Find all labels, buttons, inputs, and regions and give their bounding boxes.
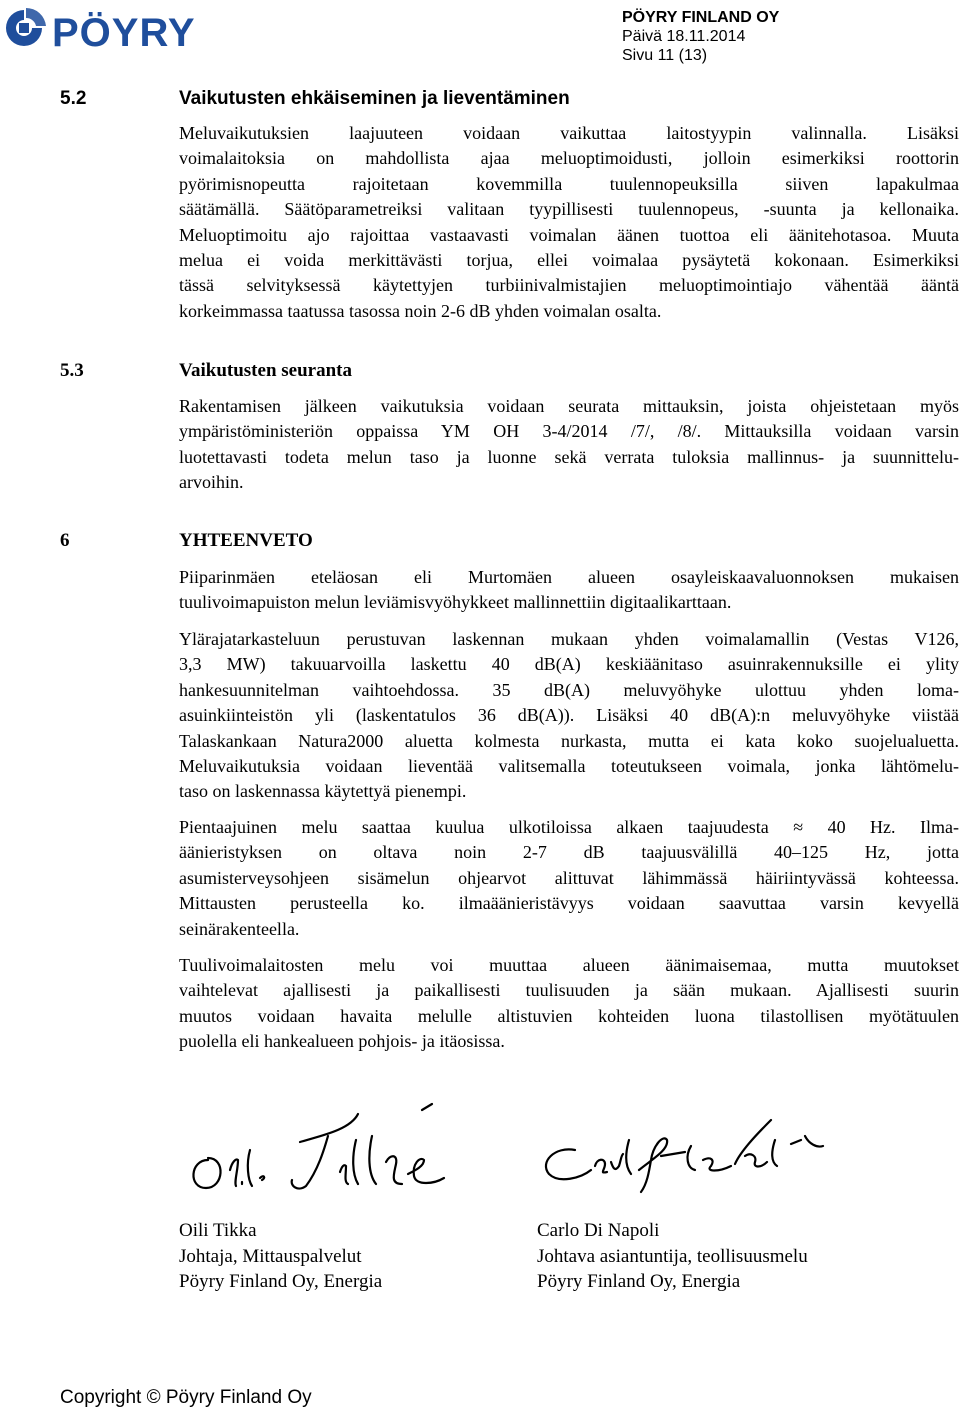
text-line: asuinkiinteistön yli (laskentatulos 36 dB(A)). Lisäksi 40 dB(A):n meluvyöhyke viistää [179,705,959,726]
text-line: Rakentamisen jälkeen vaikutuksia voidaan seurata mittauksin, joista ohjeistetaan myös [179,396,959,416]
text-line: Tuulivoimalaitosten melu voi muuttaa alueen äänimaisemaa, mutta muutokset [179,955,959,975]
text-line: Meluvaikutuksien laajuuteen voidaan vaikuttaa laitostyypin valinnalla. Lisäksi [179,123,959,143]
paragraph [179,121,959,324]
text-line: tässä selvityksessä käytettyjen turbiinivalmistajien meluoptimointiajo vähentää ääntä [179,275,959,296]
text-line: muutos voidaan havaita melulle altistuvien kohteiden luona tilastollisen myötätuulen [179,1005,959,1026]
signature-block [537,1218,808,1295]
paragraph [179,565,959,616]
text-line: Mittausten perusteella ko. ilmaäänieristävyys voidaan saavuttaa varsin kevyellä [179,893,959,914]
text-line: luotettavasti todeta melun taso ja luonne sekä verrata tuloksia mallinnus- ja suunnittelu- [179,446,959,467]
logo-wordmark: PÖYRY [52,11,196,54]
text-line: pyörimisnopeutta rajoitetaan kovemmilla tuulennopeuksilla siiven lapakulmaa [179,173,959,194]
text-line: vaihtelevat ajallisesti ja paikallisesti tuulisuuden ja sään mukaan. Ajallisesti suurin [179,980,959,1001]
text-line: seinärakenteella. [179,918,300,939]
text-line: taso on laskennassa käytettyä pienempi. [179,781,467,802]
section-title: YHTEENVETO [179,530,313,551]
header-company: PÖYRY FINLAND OY [622,9,780,26]
logo-emblem-icon [6,8,46,46]
text-line: Ylärajatarkasteluun perustuvan laskennan mukaan yhden voimalamallin (Vestas V126, [179,629,959,649]
signature-block [179,1218,382,1295]
text-line: Meluvaikutuksia voidaan lieventää valitsemalla toteutukseen voimala, jonka lähtömelu- [179,756,959,777]
section-number: 6 [60,530,70,551]
text-line: 3,3 MW) takuuarvoilla laskettu 40 dB(A) keskiäänitaso asuinrakennuksille ei ylity [179,654,959,675]
signer-name: Carlo Di Napoli [537,1220,660,1241]
text-line: äänieristyksen on oltava noin 2-7 dB taajuusvälillä 40–125 Hz, jotta [179,842,959,863]
text-line: korkeimmassa taatussa tasossa noin 2-6 dB yhden voimalan osalta. [179,300,662,321]
section-number: 5.2 [60,88,87,109]
signature-image [535,1100,835,1200]
signer-organization: Pöyry Finland Oy, Energia [179,1271,383,1292]
section-title: Vaikutusten ehkäiseminen ja lieventäminen [179,88,570,109]
signer-title: Johtava asiantuntija, teollisuusmelu [537,1245,808,1267]
header-date: Päivä 18.11.2014 [622,28,746,45]
paragraph [179,394,959,496]
text-line: Talaskankaan Natura2000 aluetta kolmesta nurkasta, mutta ei kata koko suojelualuetta. [179,730,959,751]
footer-copyright: Copyright © Pöyry Finland Oy [60,1387,312,1408]
text-line: säätämällä. Säätöparametreiksi valitaan tyypillisesti tuulennopeus, -suunta ja kellonaika. [179,199,959,220]
paragraph [179,627,959,805]
text-line: arvoihin. [179,472,244,493]
text-line: Piiparinmäen eteläosan eli Murtomäen alueen osayleiskaavaluonnoksen mukaisen [179,567,959,587]
text-line: Meluoptimoitu ajo rajoittaa vastaavasti voimalan äänen tuottoa eli äänitehotasoa. Muuta [179,224,959,245]
poyry-logo [2,4,247,54]
header-page-number: Sivu 11 (13) [622,47,708,64]
text-line: ympäristöministeriön oppaissa YM OH 3-4/2014 /7/, /8/. Mittauksilla voidaan varsin [179,421,959,442]
paragraph [179,953,959,1055]
text-line: puolella eli hankealueen pohjois- ja itäosissa. [179,1031,505,1052]
signer-organization: Pöyry Finland Oy, Energia [537,1271,741,1292]
text-line: Pientaajuinen melu saattaa kuulua ulkotiloissa alkaen taajuudesta ≈ 40 Hz. Ilma- [179,817,959,837]
text-line: asumisterveysohjeen sisämelun ohjearvot alittuvat lähimmässä häiriintyvässä kohteessa. [179,867,959,888]
signature-image [180,1100,470,1200]
text-line: hankesuunnitelman vaihtoehdossa. 35 dB(A) meluvyöhyke ulottuu yhden loma- [179,679,959,700]
signer-title: Johtaja, Mittauspalvelut [179,1245,362,1267]
section-title: Vaikutusten seuranta [179,360,352,381]
signer-name: Oili Tikka [179,1220,257,1241]
paragraph [179,815,959,942]
section-number: 5.3 [60,360,84,381]
text-line: tuulivoimapuiston melun leviämisvyöhykkeet mallinnettiin digitaalikarttaan. [179,592,732,613]
text-line: voimalaitoksia on mahdollista ajaa meluoptimoidusti, jolloin esimerkiksi roottorin [179,148,959,169]
text-line: melua ei voida merkittävästi torjua, ellei voimalaa pysäytetä kokonaan. Esimerkiksi [179,250,959,271]
